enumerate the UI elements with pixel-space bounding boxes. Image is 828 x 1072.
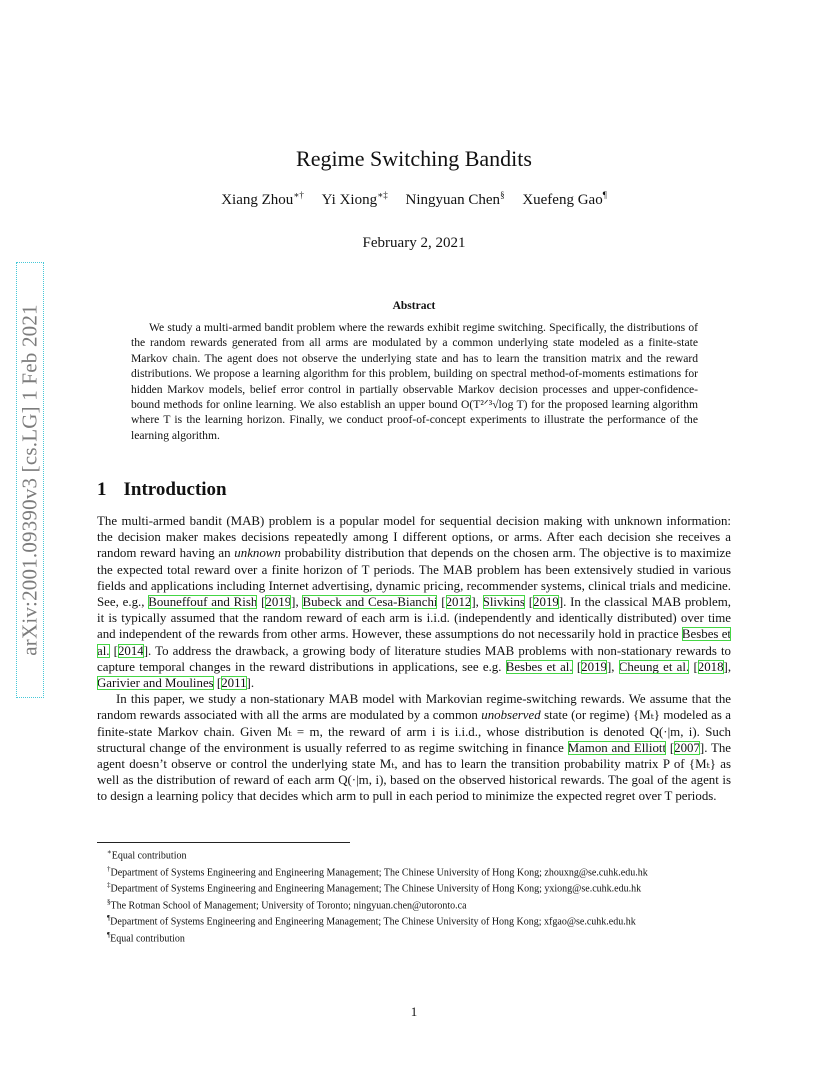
citation-link[interactable]: Cheung et al. <box>618 659 690 674</box>
author <box>522 192 606 208</box>
footnote-mark: ¶ <box>107 914 111 923</box>
author <box>405 192 504 208</box>
author-name: Ningyuan Chen <box>405 192 501 208</box>
footnote-text: Department of Systems Engineering and Engineering Management; The Chinese University of Hong Kong; zhouxng@se.cuhk.edu.hk <box>110 866 648 878</box>
citation-link[interactable]: Besbes et al. <box>505 659 573 674</box>
page-number: 1 <box>410 1004 418 1019</box>
abstract-text: We study a multi-armed bandit problem where the rewards exhibit regime switching. Specifically, the distributions of the random rewards generated from all arms are modulated by a common underlying state modeled as a finite-state Markov chain. The agent does not observe the underlying state and has to learn the transition matrix and the reward distributions. We propose a learning algorithm for this problem, building on spectral method-of-moments estimations for hidden Markov models, belief error control in partially observable Markov decision processes and upper-confidence-bound methods for online learning. We also establish an upper bound <box>131 321 698 412</box>
footnote <box>97 912 731 929</box>
citation-year-link[interactable]: 2012 <box>445 595 472 610</box>
footnote-rule <box>97 842 350 843</box>
introduction-body <box>97 513 731 805</box>
intro-text: The multi-armed bandit (MAB) problem is a popular model for sequential decision making with unknown information: the decision maker makes decisions repeatedly among I different options, or arms. After each decision she receives a random reward having an <box>97 514 731 561</box>
citation-year-link[interactable]: 2007 <box>674 740 700 755</box>
footnote-mark: ¶ <box>107 930 111 939</box>
citation-year-link[interactable]: 2019 <box>581 659 607 674</box>
author <box>221 192 304 208</box>
abstract-body <box>131 320 698 443</box>
citation-year-link[interactable]: 2019 <box>265 595 292 610</box>
author-name: Xiang Zhou <box>221 192 294 208</box>
footnotes <box>97 846 731 945</box>
arxiv-identifier[interactable]: arXiv:2001.09390v3 [cs.LG] 1 Feb 2021 <box>17 304 42 656</box>
author-list <box>0 190 828 209</box>
author-marks: ¶ <box>602 190 607 200</box>
footnote <box>97 863 731 880</box>
abstract-paragraph <box>131 320 698 443</box>
citation-link[interactable]: Mamon and Elliott <box>567 740 667 755</box>
author-marks: ∗† <box>293 190 304 200</box>
section-number: 1 <box>97 479 107 500</box>
intro-text: In this paper, we study a non-stationary MAB model with Markovian regime-switching rewards. We assume that the random rewards associated with all the arms are modulated by a common <box>97 692 731 723</box>
footnote-text: The Rotman School of Management; University of Toronto; ningyuan.chen@utoronto.ca <box>110 899 467 911</box>
footnote <box>97 846 731 863</box>
intro-text: . To address the drawback, a growing body of literature studies MAB problems with non-stationary rewards to capture temporal changes in the reward distributions in applications, see e.g. <box>97 643 731 674</box>
section-heading <box>97 479 227 501</box>
citation-link[interactable]: Slivkins <box>482 595 525 610</box>
paper-date: February 2, 2021 <box>362 235 466 251</box>
intro-paragraph: The multi-armed bandit (MAB) problem is a popular model for sequential decision making with unknown information: the decision maker makes decisions repeatedly among I different options, or arms. After each decision she receives a random reward having an unknown probability distribution that depends on the chosen arm. The objective is to maximize the expected total reward over a finite horizon of T periods. The MAB problem has been extensively studied in various fields and applications including Internet advertising, dynamic pricing, recommender systems, clinical trials and medicine. See, e.g., Bouneffouf and Rish [2019], Bubeck and Cesa-Bianchi [2012], Slivkins [2019]. In the classical MAB problem, it is typically assumed that the random reward of each arm is i.i.d. (independently and identically distributed) over time and independent of the rewards from other arms. However, these assumptions do not necessarily hold in practice Besbes et al. [2014]. To address the drawback, a growing body of literature studies MAB problems with non-stationary rewards to capture temporal changes in the reward distributions in applications, see e.g. Besbes et al. [2019], Cheung et al. [2018], Garivier and Moulines [2011]. <box>97 514 732 691</box>
citation-link[interactable]: Bubeck and Cesa-Bianchi <box>302 595 438 610</box>
section-title: Introduction <box>123 479 227 500</box>
footnote-mark: † <box>107 864 111 873</box>
citation-link[interactable]: Bouneffouf and Rish <box>148 595 258 610</box>
footnote-text: Department of Systems Engineering and Engineering Management; The Chinese University of Hong Kong; yxiong@se.cuhk.edu.hk <box>110 883 642 895</box>
abstract-heading: Abstract <box>392 300 436 312</box>
abstract-bound: O(T²ᐟ³√log T) <box>461 398 528 412</box>
footnote-text: Equal contribution <box>110 932 185 944</box>
citation-year-link[interactable]: 2014 <box>117 643 144 658</box>
footnote <box>97 896 731 913</box>
footnote <box>97 879 731 896</box>
intro-text: . In the classical MAB problem, it is typically assumed that the random reward of each arm is i.i.d. (independently and identically distributed) over time and independent of the rewards from other arms. However, these assumptions do not necessarily hold in practice <box>97 595 731 642</box>
citation-year-link[interactable]: 2018 <box>697 659 724 674</box>
intro-text: probability distribution that depends on the chosen arm. The objective is to maximize the expected total reward over a finite horizon of T periods. The MAB problem has been extensively studied in various fields and applications including Internet advertising, dynamic pricing, recommender systems, clinical trials and medicine. See, e.g., <box>97 546 731 610</box>
footnote-mark: ∗ <box>107 848 112 856</box>
intro-emphasis: unknown <box>234 546 281 561</box>
footnote-text: Equal contribution <box>111 850 187 862</box>
intro-text: . The agent doesn’t observe or control the underlying state Mₜ, and has to learn the transition probability matrix P of {Mₜ} as well as the distribution of reward of each arm Q(·|m, i), based on the observed historical rewards. The goal of the agent is to design a learning policy that decides which arm to pull in each period to minimize the expected regret over T periods. <box>97 740 731 804</box>
footnote-mark: ‡ <box>107 881 111 890</box>
intro-emphasis: unobserved <box>481 708 541 723</box>
citation-link[interactable]: Garivier and Moulines <box>97 676 214 691</box>
citation-year-link[interactable]: 2019 <box>533 595 559 610</box>
footnote-text: Department of Systems Engineering and Engineering Management; The Chinese University of Hong Kong; xfgao@se.cuhk.edu.hk <box>110 916 636 928</box>
author-marks: § <box>500 190 505 200</box>
footnote-mark: § <box>107 897 111 906</box>
intro-paragraph: In this paper, we study a non-stationary MAB model with Markovian regime-switching rewards. We assume that the random rewards associated with all the arms are modulated by a common unobserved state (or regime) {Mₜ} modeled as a finite-state Markov chain. Given Mₜ = m, the reward of arm i is i.i.d., whose distribution is denoted Q(·|m, i). Such structural change of the environment is usually referred to as regime switching in finance Mamon and Elliott [2007]. The agent doesn’t observe or control the underlying state Mₜ, and has to learn the transition probability matrix P of {Mₜ} as well as the distribution of reward of each arm Q(·|m, i), based on the observed historical rewards. The goal of the agent is to design a learning policy that decides which arm to pull in each period to minimize the expected regret over T periods. <box>97 692 731 804</box>
footnote <box>97 929 731 946</box>
author-marks: ∗‡ <box>377 190 388 200</box>
citation-link[interactable]: Besbes et al. <box>97 627 732 658</box>
author-name: Yi Xiong <box>321 192 378 208</box>
intro-text: state (or regime) {Mₜ} modeled as a finite-state Markov chain. Given Mₜ = m, the reward of arm i is i.i.d., whose distribution is denoted Q(·|m, i). Such structural change of the environment is usually referred to as regime switching in finance <box>97 708 731 755</box>
citation-year-link[interactable]: 2011 <box>221 676 247 691</box>
abstract-text: for the proposed learning algorithm where T is the learning horizon. Finally, we conduct proof-of-concept experiments to illustrate the performance of the learning algorithm. <box>131 398 698 442</box>
author-name: Xuefeng Gao <box>522 192 603 208</box>
arxiv-sidebar[interactable] <box>8 262 54 698</box>
author <box>322 192 388 208</box>
paper-title: Regime Switching Bandits <box>296 146 532 171</box>
